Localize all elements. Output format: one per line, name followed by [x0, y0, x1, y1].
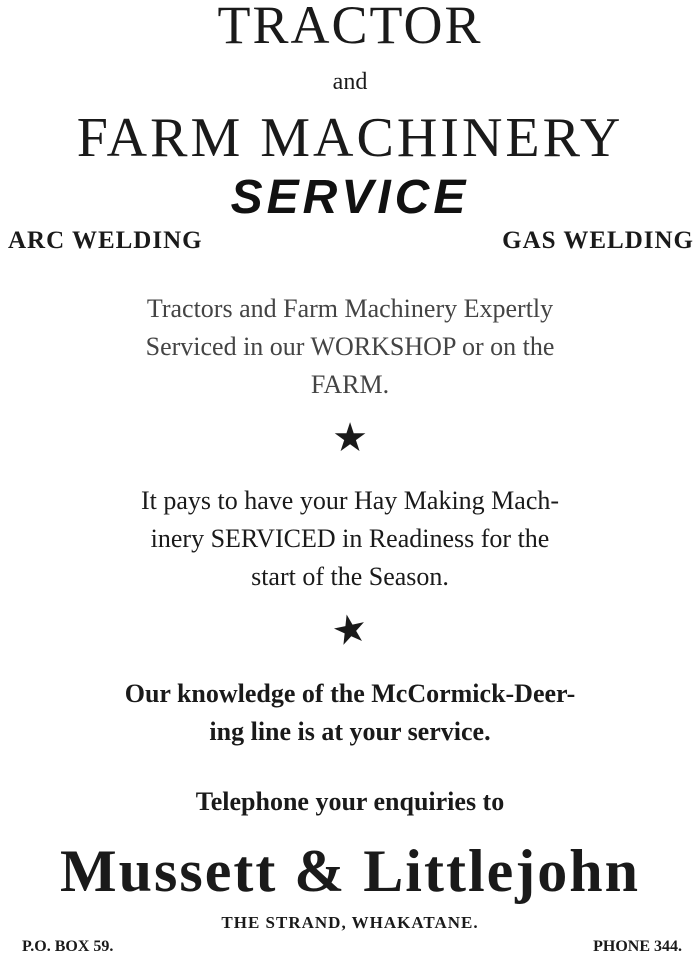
paragraph-line: Tractors and Farm Machinery Expertly [146, 294, 554, 323]
company-address: THE STRAND, WHAKATANE. [221, 913, 479, 932]
gas-welding-label: GAS WELDING [502, 227, 694, 254]
phone-number: PHONE 344. [593, 938, 682, 955]
company-name: Mussett & Littlejohn [60, 838, 640, 904]
paragraph-servicing [90, 290, 610, 404]
paragraph-line: Serviced in our WORKSHOP or on the [145, 332, 555, 361]
star-icon: ★ [327, 603, 373, 656]
paragraph-mccormick [90, 675, 610, 751]
paragraph-line: ing line is at your service. [209, 717, 491, 746]
paragraph-line: start of the Season. [251, 562, 449, 591]
paragraph-line: It pays to have your Hay Making Mach- [140, 486, 560, 515]
headline-tractor: TRACTOR [217, 0, 483, 55]
po-box: P.O. BOX 59. [22, 938, 114, 955]
paragraph-line: FARM. [310, 370, 390, 399]
headline-service: SERVICE [230, 171, 470, 224]
star-icon: ★ [332, 415, 368, 460]
telephone-enquiries-text: Telephone your enquiries to [195, 787, 505, 816]
headline-farm-machinery: FARM MACHINERY [76, 107, 624, 169]
paragraph-line: inery SERVICED in Readiness for the [150, 524, 550, 553]
paragraph-line: Our knowledge of the McCormick-Deer- [124, 679, 576, 708]
headline-and: and [332, 69, 368, 95]
arc-welding-label: ARC WELDING [8, 227, 203, 254]
